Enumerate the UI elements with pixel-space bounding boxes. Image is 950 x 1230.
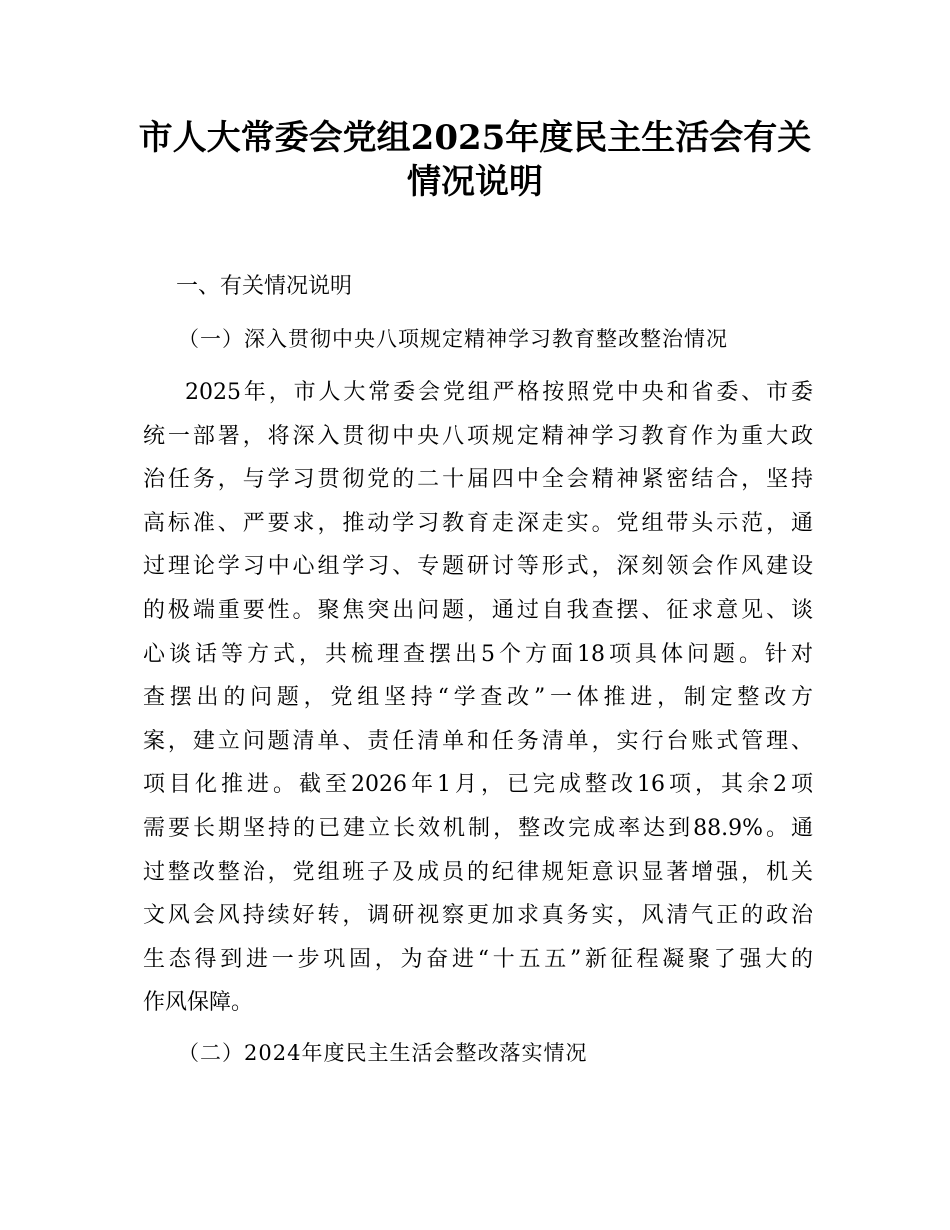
section-heading-1: 一、有关情况说明 (176, 274, 353, 299)
paragraph-line: 治任务，与学习贯彻党的二十届四中全会精神紧密结合，坚持 (143, 467, 813, 493)
paragraph-line: 文风会风持续好转，调研视察更加求真务实，风清气正的政治 (143, 903, 813, 929)
paragraph-line: 过整改整治，党组班子及成员的纪律规矩意识显著增强，机关 (143, 859, 813, 885)
subsection-heading-2: （二）2024年度民主生活会整改落实情况 (178, 1041, 588, 1065)
paragraph-line: 项目化推进。截至2026年1月，已完成整改16项，其余2项 (143, 772, 813, 798)
paragraph-line: 查摆出的问题，党组坚持“学查改”一体推进，制定整改方 (143, 685, 813, 711)
paragraph-line: 心谈话等方式，共梳理查摆出5个方面18项具体问题。针对 (143, 641, 813, 667)
document-title-line-1: 市人大常委会党组2025年度民主生活会有关 (138, 118, 812, 158)
paragraph-line: 案，建立问题清单、责任清单和任务清单，实行台账式管理、 (143, 728, 813, 754)
paragraph-line: 生态得到进一步巩固，为奋进“十五五”新征程凝聚了强大的 (143, 946, 813, 972)
paragraph-line: 作风保障。 (143, 990, 254, 1016)
paragraph-1 (143, 371, 813, 1025)
paragraph-line: 需要长期坚持的已建立长效机制，整改完成率达到88.9%。通 (143, 815, 813, 841)
subsection-heading-1: （一）深入贯彻中央八项规定精神学习教育整改整治情况 (178, 327, 728, 351)
paragraph-line: 2025年，市人大常委会党组严格按照党中央和省委、市委 (185, 380, 813, 405)
paragraph-line: 过理论学习中心组学习、专题研讨等形式，深刻领会作风建设 (143, 554, 813, 580)
paragraph-line: 的极端重要性。聚焦突出问题，通过自我查摆、征求意见、谈 (143, 597, 813, 623)
document-title-line-2: 情况说明 (407, 162, 543, 202)
paragraph-line: 统一部署，将深入贯彻中央八项规定精神学习教育作为重大政 (143, 423, 813, 449)
paragraph-line: 高标准、严要求，推动学习教育走深走实。党组带头示范，通 (143, 510, 813, 536)
